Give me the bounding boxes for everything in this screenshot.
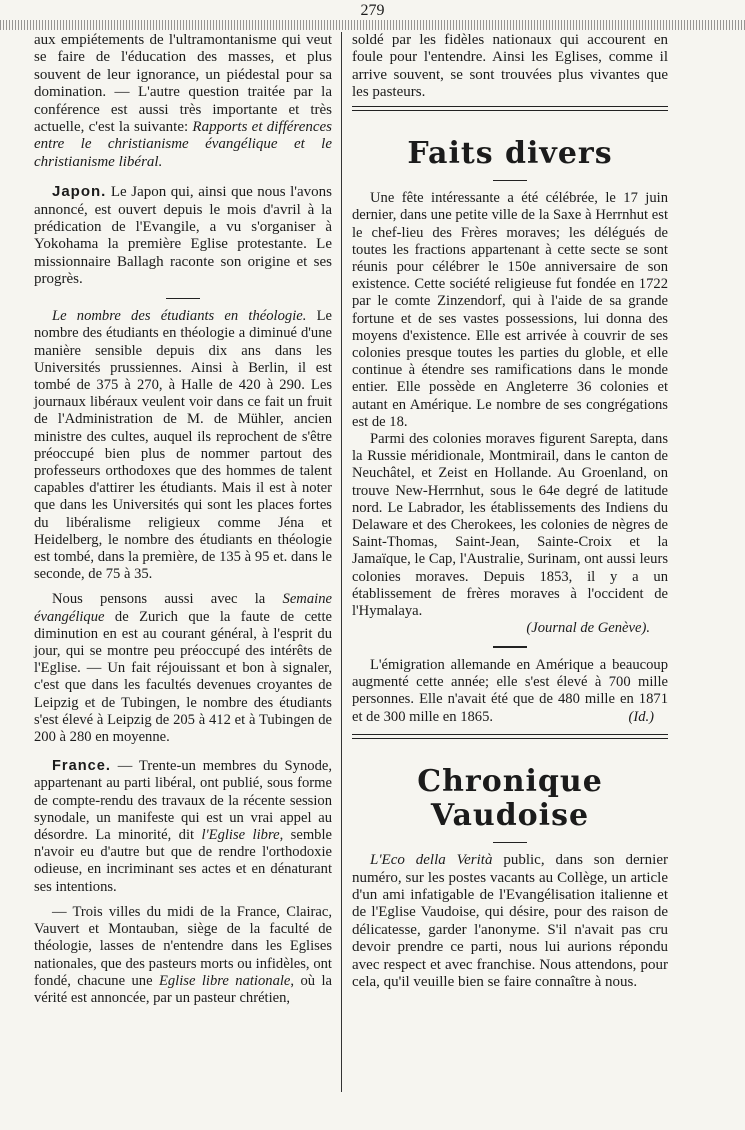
france-italic: l'Eglise libre — [201, 827, 280, 844]
japon-lead: Japon. — [52, 183, 107, 201]
france-paragraph — [34, 758, 332, 896]
conference-text: aux empiétements de l'ultramontanisme qui veut se faire de l'éducation des masses, et plus souvent de leur ignorance, un piédestal pour sa domination. — L'autre question traitée par la conférence est aussi très importante et très actuelle, c'est la suivante: — [34, 32, 332, 136]
nous-italic: Semaine évangélique — [34, 591, 332, 625]
trois-text-a: — Trois villes du midi de la France, Clairac, Vauvert et Montauban, siège de la faculté de théologie, lasses de n'entendre dans les Eglises nationales, que des pasteurs morts ou infidèles, ont fondé, chacune une — [34, 903, 332, 989]
parmi-paragraph: Parmi des colonies moraves figurent Sarepta, dans la Russie méridionale, Montmirail, dans le canton de Neuchâtel, et Zeist en Hollande. Au Groenland, on trouve New-Herrnhut, sous le 64e degré de latitude nord. Le Labrador, les établissements des Indiens du Delaware et des Cherokees, les colonies de nègres de Saint-Thomas, Saint-Jean, Sainte-Croix et la Jamaïque, le Cap, l'Australie, Surinam, ont aussi leurs colonies moraves. Depuis 1853, il y a un établissement de frères moraves à l'occident de l'Hymalaya. — [352, 430, 668, 619]
double-rule-top — [352, 106, 668, 111]
emigration-paragraph — [352, 657, 668, 726]
section-rule — [166, 298, 200, 300]
nous-paragraph — [34, 591, 332, 746]
header-rule — [0, 20, 745, 30]
france-text-b: , semble n'avoir eu d'autre but que de rendre l'orthodoxie odieuse, en incriminant ses actes et en dénaturant ses intentions. — [34, 827, 333, 895]
conference-paragraph — [34, 32, 332, 171]
left-column — [34, 32, 332, 1007]
japon-paragraph — [34, 183, 332, 288]
trois-italic: Eglise libre nationale — [158, 972, 291, 989]
emigration-text: L'émigration allemande en Amérique a beaucoup augmenté cette année; elle s'est élevé à 700 mille personnes. Elle n'avait été que de 480 mille en 1871 et de 300 mille en 1865. — [352, 656, 668, 725]
faits-divers-heading: Faits divers — [407, 135, 613, 171]
eco-italic: L'Eco della Verità — [370, 852, 493, 869]
eco-paragraph — [352, 852, 668, 991]
trois-text-b: , où la vérité est annoncée, par un pasteur chrétien, — [34, 972, 332, 1006]
column-divider — [341, 32, 342, 1092]
conference-italic: Rapports et différences entre le christianisme évangélique et le christianisme libéral. — [34, 119, 333, 170]
france-text-a: — Trente-un membres du Synode, appartenant au parti libéral, ont publié, sous forme de compte-rendu des travaux de la récente session synodale, un manifeste qui est un vrai appel au désordre. La minorité, dit — [34, 758, 332, 844]
etudiants-italic: Le nombre des étudiants en théologie. — [52, 308, 307, 325]
double-rule-chronique — [352, 734, 668, 739]
emigration-rule — [493, 646, 527, 648]
page-number: 279 — [360, 2, 385, 19]
japon-text: Le Japon qui, ainsi que nous l'avons annoncé, est ouvert depuis le mois d'avril à la prédication de l'Evangile, a vu s'organiser à Yokohama la première Eglise protestante. Le missionnaire Ballagh raconte son origine et ses progrès. — [34, 184, 332, 288]
nous-text-a: Nous pensons aussi avec la — [52, 591, 266, 608]
faits-rule — [493, 180, 527, 182]
etudiants-paragraph — [34, 308, 332, 583]
nous-text-b: de Zurich que la faute de cette diminution en est au courant général, à l'esprit du jour, qui se montre peu préoccupé des intérêts de l'Eglise. — Un fait réjouissant et bon à signaler, c'est que dans les facultés devenues croyantes de Leipzig et de Tubingen, le nombre des étudiants s'est élevé à Leipzig de 205 à 412 et à Tubingen de 200 à 280 en moyenne. — [34, 608, 332, 746]
eco-text: public, dans son dernier numéro, sur les postes vacants au Collège, un article d'un ami infatigable de l'Evangélisation italienne et de l'Eglise Vaudoise, qui désire, pour des raison de délicatesse, garder l'anonyme. S'il n'avait pas cru devoir prendre ce parti, nous lui aurions répondu avec respect et avec franchise. Nous attendons, pour cela, qu'il veuille bien se faire connaître à nous. — [352, 852, 668, 991]
emigration-attribution: (Id.) — [628, 708, 654, 725]
etudiants-text: Le nombre des étudiants en théologie a diminué d'une manière sensible depuis dix ans dans les Universités prussiennes. Ainsi à Berlin, il est tombé de 375 à 270, à Halle de 420 à 290. Les journaux libéraux veulent voir dans ce fait un fruit de l'Administration de M. de Mühler, ancien ministre des cultes, auquel ils reprochent de s'être préoccupé bien plus de nommer partout des professeurs orthodoxes que des hommes de talent capables d'attirer les étudiants. Mais il est à noter que dans les Universités qui sont les places fortes du libéralisme religieux comme Jéna et Heidelberg, le nombre des étudiants en théologie est tombé, dans la première, de 135 à 95 et. dans le seconde, de 75 à 35. — [34, 308, 332, 583]
france-lead: France. — [52, 758, 111, 775]
chronique-rule — [493, 842, 527, 844]
chronique-heading: Chronique Vaudoise — [417, 763, 603, 833]
continuation-paragraph: soldé par les fidèles nationaux qui accourent en foule pour l'entendre. Ainsi les Eglises, comme il arrive souvent, se sont trouvées plus vivantes que les pasteurs. — [352, 32, 668, 101]
trois-villes-paragraph — [34, 904, 332, 1007]
fete-paragraph: Une fête intéressante a été célébrée, le 17 juin dernier, dans une petite ville de la Saxe à Herrnhut est le chef-lieu des Frères moraves; les délégués de toutes les fractions appartenant à cette secte se sont réunis pour célébrer le 150e anniversaire de son existence. Cette société religieuse fut fondée en 1722 par le comte Zinzendorf, qui à l'aide de sa grande fortune et de ses vastes possessions, lui donna des moyens d'existence. Elle est arrivée à couvrir de ses colonies presque toutes les parties du globle, et elle continue à étendre ses ramifications dans le monde entier. Elle possède en Angleterre 36 colonies et autant en Amérique. Le nombre de ses congrégations est de 18. — [352, 190, 668, 430]
right-column — [352, 32, 668, 991]
journal-attribution: (Journal de Genève). — [526, 620, 650, 637]
